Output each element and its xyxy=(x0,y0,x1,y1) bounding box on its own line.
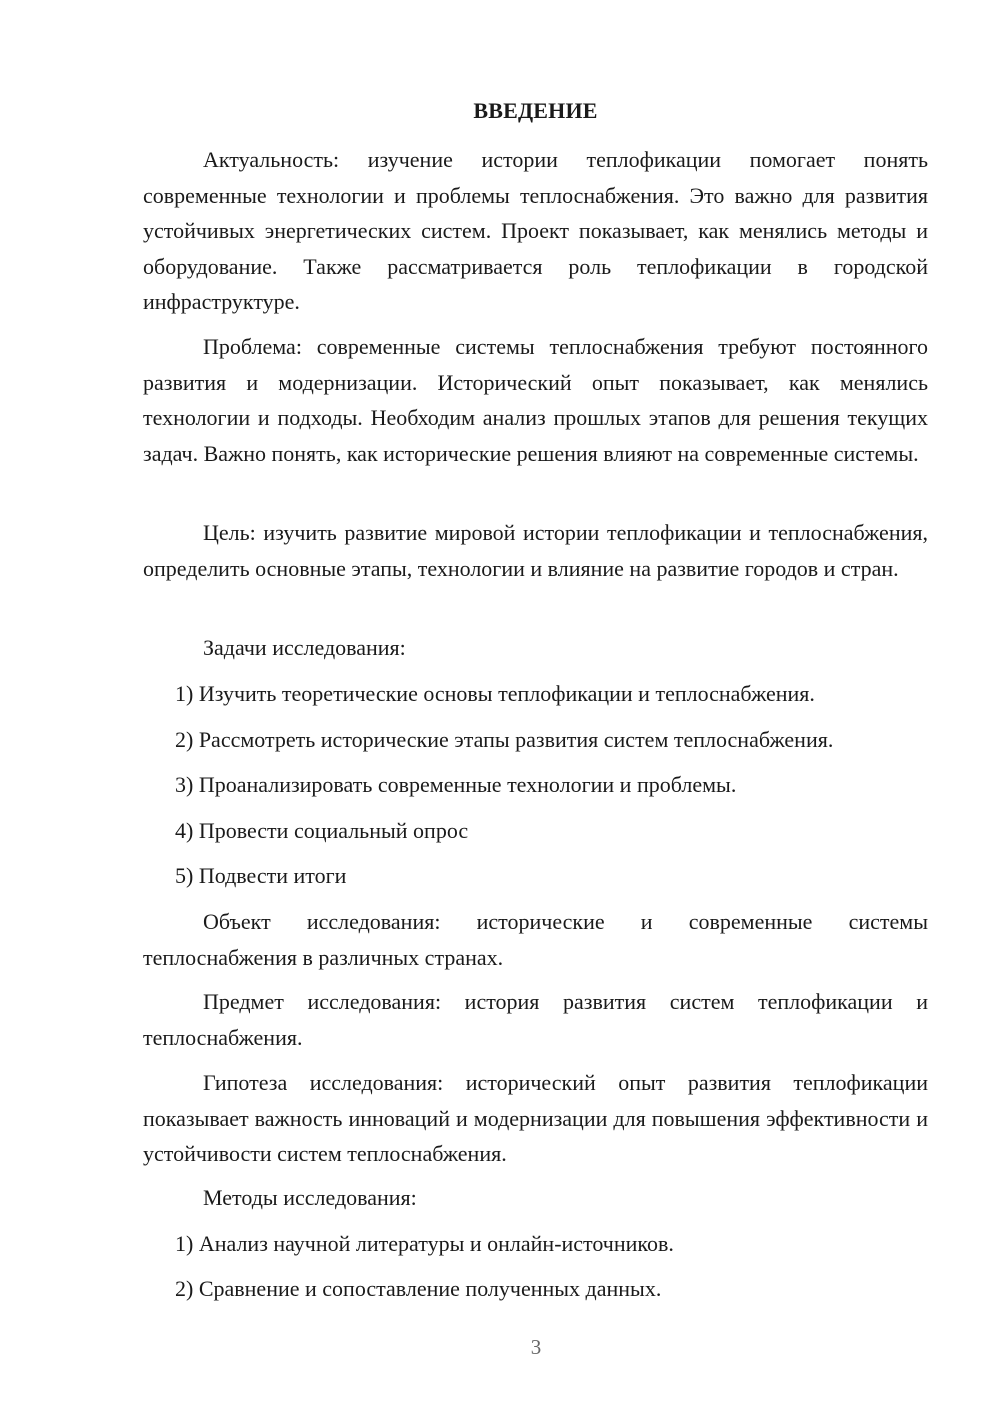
tasks-title: Задачи исследования: xyxy=(203,635,406,660)
task-item: 5) Подвести итоги xyxy=(175,863,347,888)
task-item: 4) Провести социальный опрос xyxy=(175,818,469,843)
hypothesis-paragraph: Гипотеза исследования: исторический опыт развития теплофикации показывает важность инноваций и модернизации для повышения эффективности и устойчивости систем теплоснабжения. xyxy=(143,1070,928,1166)
relevance-paragraph: Актуальность: изучение истории теплофикации помогает понять современные технологии и проблемы теплоснабжения. Это важно для развития устойчивых энергетических систем. Проект показывает, как менялись методы и оборудование. Также рассматривается роль теплофикации в городской инфраструктуре. xyxy=(143,147,928,314)
page-number: 3 xyxy=(530,1335,542,1359)
object-paragraph: Объект исследования: исторические и современные системы теплоснабжения в различных странах. xyxy=(143,909,928,970)
task-item: 3) Проанализировать современные технологии и проблемы. xyxy=(175,772,737,797)
problem-paragraph: Проблема: современные системы теплоснабжения требуют постоянного развития и модернизации. Исторический опыт показывает, как менялись технологии и подходы. Необходим анализ прошлых этапов для решения текущих задач. Важно понять, как исторические решения влияют на современные системы. xyxy=(143,334,928,466)
task-item: 1) Изучить теоретические основы теплофикации и теплоснабжения. xyxy=(175,681,815,706)
section-heading: ВВЕДЕНИЕ xyxy=(473,98,598,123)
method-item: 1) Анализ научной литературы и онлайн-источников. xyxy=(175,1231,674,1256)
methods-title: Методы исследования: xyxy=(203,1185,417,1210)
task-item: 2) Рассмотреть исторические этапы развития систем теплоснабжения. xyxy=(175,727,834,752)
subject-paragraph: Предмет исследования: история развития систем теплофикации и теплоснабжения. xyxy=(143,989,928,1050)
goal-paragraph: Цель: изучить развитие мировой истории теплофикации и теплоснабжения, определить основные этапы, технологии и влияние на развитие городов и стран. xyxy=(143,520,928,581)
method-item: 2) Сравнение и сопоставление полученных данных. xyxy=(175,1276,662,1301)
